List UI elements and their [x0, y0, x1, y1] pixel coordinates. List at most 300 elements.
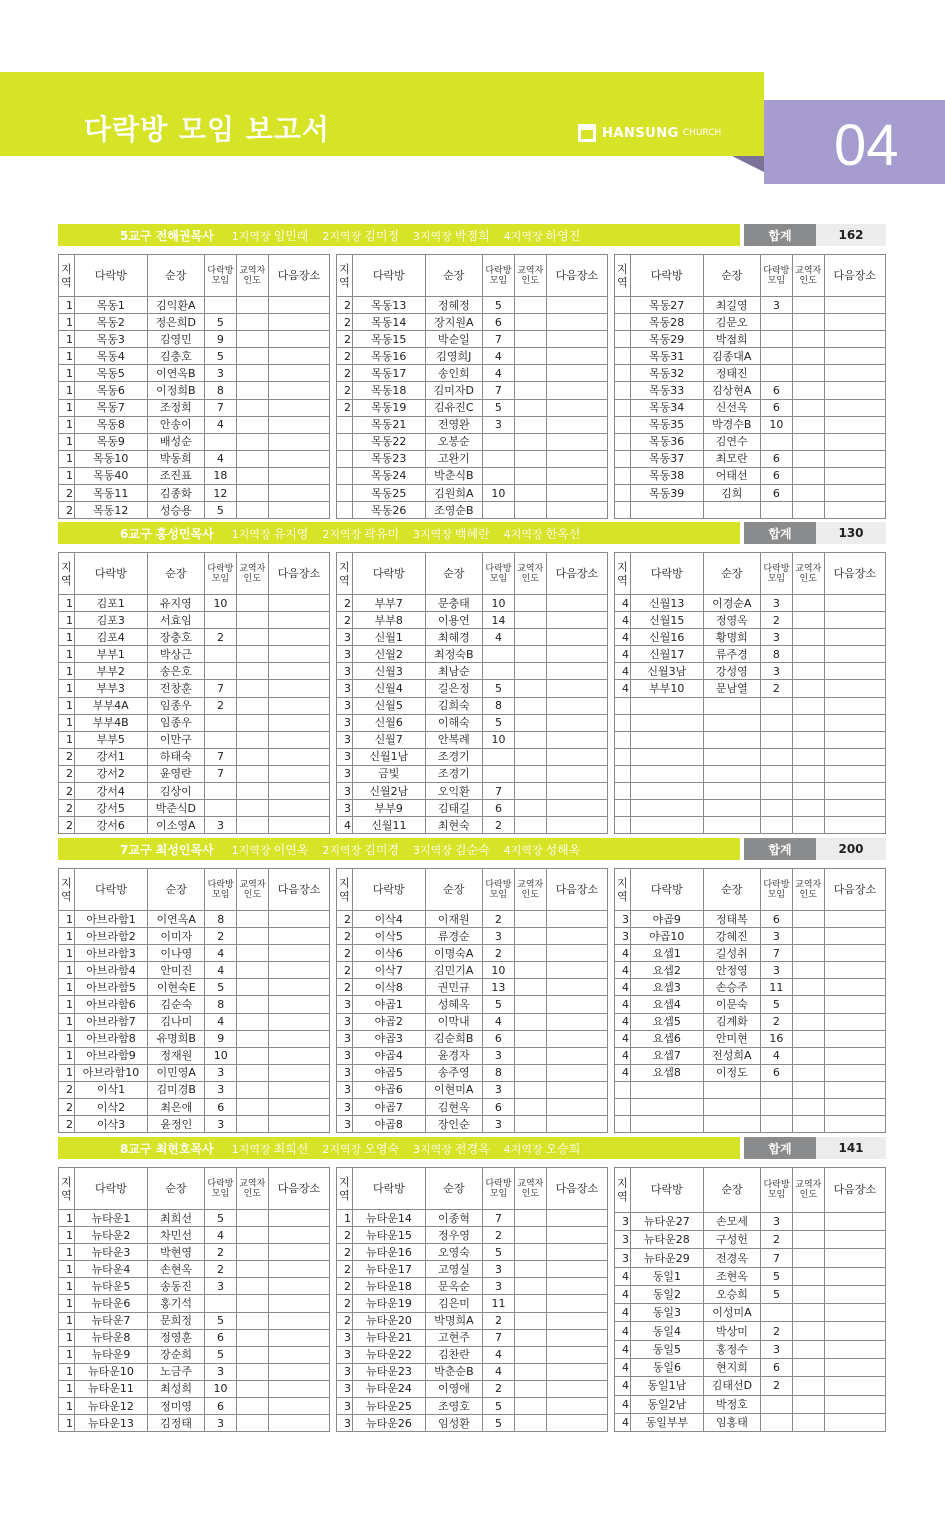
- col-next: 다음장소: [546, 869, 607, 911]
- cell-evangel: [236, 1415, 268, 1432]
- cell-next: [824, 714, 885, 731]
- cell-evangel: [514, 748, 546, 765]
- col-leader: 순장: [703, 869, 760, 911]
- cell-meeting: 4: [483, 348, 515, 365]
- cell-evangel: [792, 680, 824, 697]
- cell-room: 뉴타운17: [352, 1261, 425, 1278]
- cell-evangel: [792, 962, 824, 979]
- cell-leader: 전성희A: [703, 1047, 760, 1064]
- table-header-row: [336, 869, 607, 911]
- cell-next: [268, 1312, 329, 1329]
- table-row: [614, 1099, 885, 1116]
- cell-next: [546, 1013, 607, 1030]
- cell-evangel: [236, 1210, 268, 1227]
- cell-evangel: [792, 1267, 824, 1285]
- table-header-row: [336, 553, 607, 595]
- cell-next: [546, 467, 607, 484]
- cell-meeting: 4: [483, 1346, 515, 1363]
- cell-room: 아브라함5: [74, 979, 147, 996]
- cell-meeting: 7: [483, 783, 515, 800]
- cell-next: [268, 1116, 329, 1133]
- col-evangel: 교역자 인도: [792, 869, 824, 911]
- brand-name: HANSUNG: [602, 125, 679, 141]
- cell-meeting: 3: [205, 1116, 237, 1133]
- cell-leader: [703, 1081, 760, 1098]
- cell-leader: 정태복: [703, 911, 760, 928]
- cell-next: [546, 731, 607, 748]
- cell-region: 3: [336, 1013, 352, 1030]
- cell-evangel: [514, 680, 546, 697]
- cell-meeting: 5: [482, 996, 514, 1013]
- cell-evangel: [792, 416, 824, 433]
- cell-room: 야곱1: [352, 996, 425, 1013]
- cell-region: [614, 1099, 630, 1116]
- table-row: [336, 1380, 607, 1397]
- total-value: 130: [816, 522, 886, 544]
- cell-meeting: 5: [205, 348, 237, 365]
- cell-room: 목동26: [352, 502, 425, 519]
- cell-next: [824, 382, 885, 399]
- cell-meeting: [483, 450, 515, 467]
- cell-meeting: 6: [760, 382, 792, 399]
- cell-region: [336, 433, 352, 450]
- cell-region: [336, 467, 352, 484]
- cell-leader: 김원희A: [425, 485, 482, 502]
- cell-evangel: [792, 1249, 824, 1267]
- table-row: [614, 911, 885, 928]
- cell-leader: 김종화: [147, 485, 204, 502]
- cell-region: 4: [336, 817, 352, 834]
- cell-next: [824, 416, 885, 433]
- cell-region: 1: [59, 697, 75, 714]
- cell-room: 뉴타운18: [352, 1278, 425, 1295]
- cell-evangel: [514, 800, 546, 817]
- col-room: 다락방: [74, 869, 147, 911]
- table-row: [59, 399, 330, 416]
- cell-evangel: [236, 1244, 268, 1261]
- cell-leader: 강혜진: [703, 928, 760, 945]
- cell-evangel: [514, 314, 546, 331]
- cell-region: [614, 365, 630, 382]
- cell-next: [268, 996, 329, 1013]
- cell-next: [824, 1304, 885, 1322]
- cell-region: [614, 314, 630, 331]
- cell-evangel: [514, 331, 546, 348]
- cell-meeting: 5: [483, 399, 515, 416]
- cell-region: [614, 382, 630, 399]
- cell-leader: 이성미A: [703, 1304, 760, 1322]
- report-table: [336, 254, 608, 519]
- cell-next: [268, 697, 329, 714]
- table-row: [59, 1363, 330, 1380]
- table-row: [59, 502, 330, 519]
- cell-evangel: [514, 646, 546, 663]
- brand-sub: CHURCH: [682, 128, 722, 138]
- col-meeting: 다락방 모임: [760, 869, 792, 911]
- table-row: [59, 1295, 330, 1312]
- cell-evangel: [514, 1116, 546, 1133]
- section-tables: [58, 552, 886, 834]
- cell-leader: 김태선D: [703, 1377, 760, 1395]
- cell-evangel: [236, 1329, 268, 1346]
- cell-region: 3: [336, 1415, 352, 1432]
- cell-meeting: 4: [205, 416, 237, 433]
- cell-region: 3: [336, 1329, 352, 1346]
- cell-region: 3: [336, 731, 352, 748]
- table-row: [336, 331, 607, 348]
- cell-leader: 배성순: [147, 433, 204, 450]
- cell-region: 1: [59, 1363, 75, 1380]
- cell-room: 뉴타운29: [630, 1249, 703, 1267]
- area-label: 2지역장: [322, 1142, 362, 1156]
- cell-next: [546, 1116, 607, 1133]
- table-row: [59, 1081, 330, 1098]
- cell-region: [614, 765, 630, 782]
- cell-room: 요셉3: [630, 979, 703, 996]
- cell-region: 1: [59, 348, 75, 365]
- cell-region: 4: [614, 1413, 630, 1431]
- cell-meeting: [205, 663, 237, 680]
- cell-room: 뉴타운12: [74, 1398, 147, 1415]
- cell-leader: [703, 1116, 760, 1133]
- cell-next: [268, 1329, 329, 1346]
- table-row: [614, 1231, 885, 1249]
- cell-next: [268, 817, 329, 834]
- cell-room: 아브라함3: [74, 945, 147, 962]
- cell-next: [268, 1099, 329, 1116]
- cell-leader: 문충태: [425, 595, 482, 612]
- cell-leader: 이연옥B: [147, 365, 204, 382]
- cell-meeting: [760, 433, 792, 450]
- cell-next: [546, 800, 607, 817]
- cell-leader: 박정호: [703, 1395, 760, 1413]
- cell-leader: 유지영: [147, 595, 204, 612]
- col-room: 다락방: [630, 1168, 703, 1213]
- cell-meeting: 5: [483, 1415, 515, 1432]
- cell-meeting: 3: [483, 416, 515, 433]
- cell-meeting: 2: [761, 1377, 793, 1395]
- cell-meeting: [483, 748, 515, 765]
- col-region: 지 역: [614, 1168, 630, 1213]
- cell-region: 3: [336, 748, 352, 765]
- cell-next: [824, 979, 885, 996]
- col-room: 다락방: [630, 553, 703, 595]
- cell-meeting: [761, 800, 793, 817]
- cell-leader: 박춘식B: [425, 467, 482, 484]
- cell-leader: 전창훈: [147, 680, 204, 697]
- cell-leader: 김익환A: [147, 297, 204, 314]
- cell-meeting: 10: [205, 595, 237, 612]
- cell-room: [630, 800, 703, 817]
- cell-next: [824, 1081, 885, 1098]
- cell-meeting: [205, 783, 237, 800]
- cell-room: 강서1: [74, 748, 147, 765]
- cell-evangel: [792, 783, 824, 800]
- cell-next: [824, 1116, 885, 1133]
- cell-next: [268, 800, 329, 817]
- cell-room: 동일3: [630, 1304, 703, 1322]
- table-row: [336, 731, 607, 748]
- cell-evangel: [514, 1312, 546, 1329]
- cell-leader: 최성희: [147, 1380, 204, 1397]
- cell-meeting: 5: [483, 714, 515, 731]
- cell-next: [546, 783, 607, 800]
- cell-evangel: [514, 433, 546, 450]
- church-icon: [578, 124, 596, 142]
- cell-leader: 김영민: [147, 331, 204, 348]
- cell-meeting: 16: [760, 1030, 792, 1047]
- cell-region: 3: [336, 663, 352, 680]
- cell-leader: 이문숙: [703, 996, 760, 1013]
- area-leader-name: 유지영: [273, 526, 309, 541]
- table-row: [614, 731, 885, 748]
- section-parish-7: [58, 838, 886, 1131]
- cell-meeting: 2: [483, 1227, 515, 1244]
- cell-evangel: [514, 485, 546, 502]
- table-row: [614, 928, 885, 945]
- cell-next: [546, 1329, 607, 1346]
- cell-leader: 정태진: [703, 365, 760, 382]
- cell-next: [824, 646, 885, 663]
- cell-region: 2: [336, 1295, 352, 1312]
- cell-meeting: 6: [760, 399, 792, 416]
- cell-region: [614, 297, 630, 314]
- cell-next: [546, 416, 607, 433]
- cell-evangel: [514, 1278, 546, 1295]
- cell-evangel: [514, 416, 546, 433]
- cell-meeting: 5: [483, 680, 515, 697]
- cell-room: 목동2: [74, 314, 147, 331]
- table-row: [336, 783, 607, 800]
- cell-room: 아브라함10: [74, 1064, 147, 1081]
- area-leader-name: 성해옥: [545, 842, 581, 857]
- cell-leader: 이영애: [425, 1380, 482, 1397]
- table-row: [59, 365, 330, 382]
- cell-evangel: [514, 928, 546, 945]
- table-row: [336, 1064, 607, 1081]
- table-row: [614, 365, 885, 382]
- cell-room: 아브라함4: [74, 962, 147, 979]
- cell-next: [546, 817, 607, 834]
- cell-next: [824, 800, 885, 817]
- cell-evangel: [236, 1295, 268, 1312]
- cell-leader: 류경순: [425, 928, 482, 945]
- cell-evangel: [514, 765, 546, 782]
- table-header-row: [614, 255, 885, 297]
- cell-next: [824, 1013, 885, 1030]
- cell-meeting: 10: [760, 416, 792, 433]
- col-meeting: 다락방 모임: [482, 869, 514, 911]
- cell-meeting: [760, 1116, 792, 1133]
- col-room: 다락방: [74, 553, 147, 595]
- cell-room: 목동5: [74, 365, 147, 382]
- cell-room: 강서2: [74, 765, 147, 782]
- report-table: [336, 1167, 608, 1432]
- cell-region: 4: [614, 1064, 630, 1081]
- cell-region: 1: [336, 1210, 352, 1227]
- cell-leader: 이소영A: [147, 817, 204, 834]
- cell-leader: 길성취: [703, 945, 760, 962]
- area-leader-name: 김순숙: [454, 842, 490, 857]
- table-row: [336, 1081, 607, 1098]
- cell-meeting: [760, 331, 792, 348]
- area-label: 4지역장: [503, 843, 543, 857]
- cell-meeting: 3: [482, 1047, 514, 1064]
- table-row: [614, 1249, 885, 1267]
- col-meeting: 다락방 모임: [205, 553, 237, 595]
- pastor-name: 6교구 홍성민목사: [120, 526, 214, 541]
- table-row: [614, 450, 885, 467]
- cell-next: [268, 783, 329, 800]
- cell-next: [546, 1312, 607, 1329]
- cell-meeting: 2: [482, 911, 514, 928]
- cell-evangel: [514, 1398, 546, 1415]
- report-table: [614, 868, 886, 1133]
- cell-evangel: [514, 1244, 546, 1261]
- table-row: [614, 348, 885, 365]
- cell-meeting: 7: [483, 331, 515, 348]
- cell-meeting: 9: [205, 1030, 237, 1047]
- cell-leader: 오익환: [425, 783, 482, 800]
- cell-region: 1: [59, 382, 75, 399]
- cell-region: 3: [336, 1047, 352, 1064]
- cell-evangel: [236, 765, 268, 782]
- cell-room: 목동21: [352, 416, 425, 433]
- cell-next: [824, 817, 885, 834]
- cell-room: 목동15: [352, 331, 425, 348]
- cell-leader: 윤영란: [147, 765, 204, 782]
- cell-next: [824, 1212, 885, 1230]
- cell-next: [824, 1047, 885, 1064]
- cell-leader: 박현영: [147, 1244, 204, 1261]
- cell-meeting: 3: [760, 962, 792, 979]
- table-row: [614, 502, 885, 519]
- area-leader-name: 이연옥: [273, 842, 309, 857]
- cell-leader: 김순희B: [425, 1030, 482, 1047]
- cell-next: [546, 297, 607, 314]
- cell-meeting: 2: [761, 1231, 793, 1249]
- cell-evangel: [514, 1099, 546, 1116]
- cell-room: 목동8: [74, 416, 147, 433]
- cell-room: 요셉8: [630, 1064, 703, 1081]
- cell-region: 4: [614, 1013, 630, 1030]
- cell-leader: 최은애: [148, 1099, 205, 1116]
- cell-room: 이삭6: [352, 945, 425, 962]
- cell-room: 목동14: [352, 314, 425, 331]
- cell-room: 뉴타운10: [74, 1363, 147, 1380]
- col-next: 다음장소: [824, 255, 885, 297]
- cell-next: [546, 680, 607, 697]
- cell-region: 2: [336, 382, 352, 399]
- cell-meeting: 6: [483, 314, 515, 331]
- table-header-row: [59, 255, 330, 297]
- area-leader: [413, 227, 490, 244]
- area-leader-name: 백혜란: [454, 526, 490, 541]
- table-row: [336, 1363, 607, 1380]
- cell-room: 요셉6: [630, 1030, 703, 1047]
- cell-leader: 박춘순B: [425, 1363, 482, 1380]
- cell-room: 신월7: [352, 731, 425, 748]
- cell-evangel: [514, 595, 546, 612]
- cell-next: [546, 314, 607, 331]
- col-region: 지 역: [336, 1168, 352, 1210]
- cell-room: 뉴타운19: [352, 1295, 425, 1312]
- table-row: [336, 297, 607, 314]
- cell-next: [268, 1064, 329, 1081]
- cell-evangel: [792, 1047, 824, 1064]
- cell-meeting: [760, 1081, 792, 1098]
- cell-meeting: 8: [761, 646, 793, 663]
- table-row: [336, 765, 607, 782]
- cell-next: [268, 485, 329, 502]
- table-row: [59, 485, 330, 502]
- cell-evangel: [236, 314, 268, 331]
- cell-meeting: 3: [205, 1415, 237, 1432]
- cell-evangel: [514, 979, 546, 996]
- cell-leader: 조영호: [425, 1398, 482, 1415]
- cell-region: [614, 331, 630, 348]
- cell-room: [630, 697, 703, 714]
- cell-leader: 오승희: [703, 1285, 760, 1303]
- table-row: [59, 928, 330, 945]
- table-row: [336, 1346, 607, 1363]
- cell-leader: [703, 783, 760, 800]
- table-row: [336, 1415, 607, 1432]
- cell-meeting: 6: [205, 1398, 237, 1415]
- cell-evangel: [236, 612, 268, 629]
- cell-leader: 길은정: [425, 680, 482, 697]
- cell-region: 1: [59, 996, 75, 1013]
- col-next: 다음장소: [546, 255, 607, 297]
- cell-room: 신월17: [630, 646, 703, 663]
- cell-evangel: [236, 1380, 268, 1397]
- col-evangel: 교역자 인도: [514, 553, 546, 595]
- cell-room: 신월1: [352, 629, 425, 646]
- cell-leader: 문남열: [703, 680, 760, 697]
- table-row: [59, 714, 330, 731]
- cell-room: 목동9: [74, 433, 147, 450]
- cell-next: [546, 502, 607, 519]
- area-leader: [504, 1140, 581, 1157]
- cell-next: [824, 1413, 885, 1431]
- cell-region: 3: [336, 1081, 352, 1098]
- cell-next: [546, 996, 607, 1013]
- cell-region: 3: [336, 1116, 352, 1133]
- table-row: [59, 433, 330, 450]
- cell-evangel: [514, 1047, 546, 1064]
- col-leader: 순장: [148, 869, 205, 911]
- cell-next: [268, 1295, 329, 1312]
- cell-next: [824, 663, 885, 680]
- table-row: [336, 1398, 607, 1415]
- cell-evangel: [236, 1312, 268, 1329]
- cell-evangel: [236, 1227, 268, 1244]
- col-room: 다락방: [352, 1168, 425, 1210]
- col-region: 지 역: [614, 553, 630, 595]
- col-region: 지 역: [336, 255, 352, 297]
- col-evangel: 교역자 인도: [514, 869, 546, 911]
- cell-meeting: 3: [205, 817, 237, 834]
- col-meeting: 다락방 모임: [205, 869, 237, 911]
- cell-region: 4: [614, 1395, 630, 1413]
- cell-region: 4: [614, 996, 630, 1013]
- cell-leader: 김상이: [147, 783, 204, 800]
- col-meeting: 다락방 모임: [205, 1168, 237, 1210]
- cell-region: 1: [59, 1013, 75, 1030]
- cell-room: 아브라함8: [74, 1030, 147, 1047]
- cell-room: 아브라함1: [74, 911, 147, 928]
- cell-evangel: [514, 996, 546, 1013]
